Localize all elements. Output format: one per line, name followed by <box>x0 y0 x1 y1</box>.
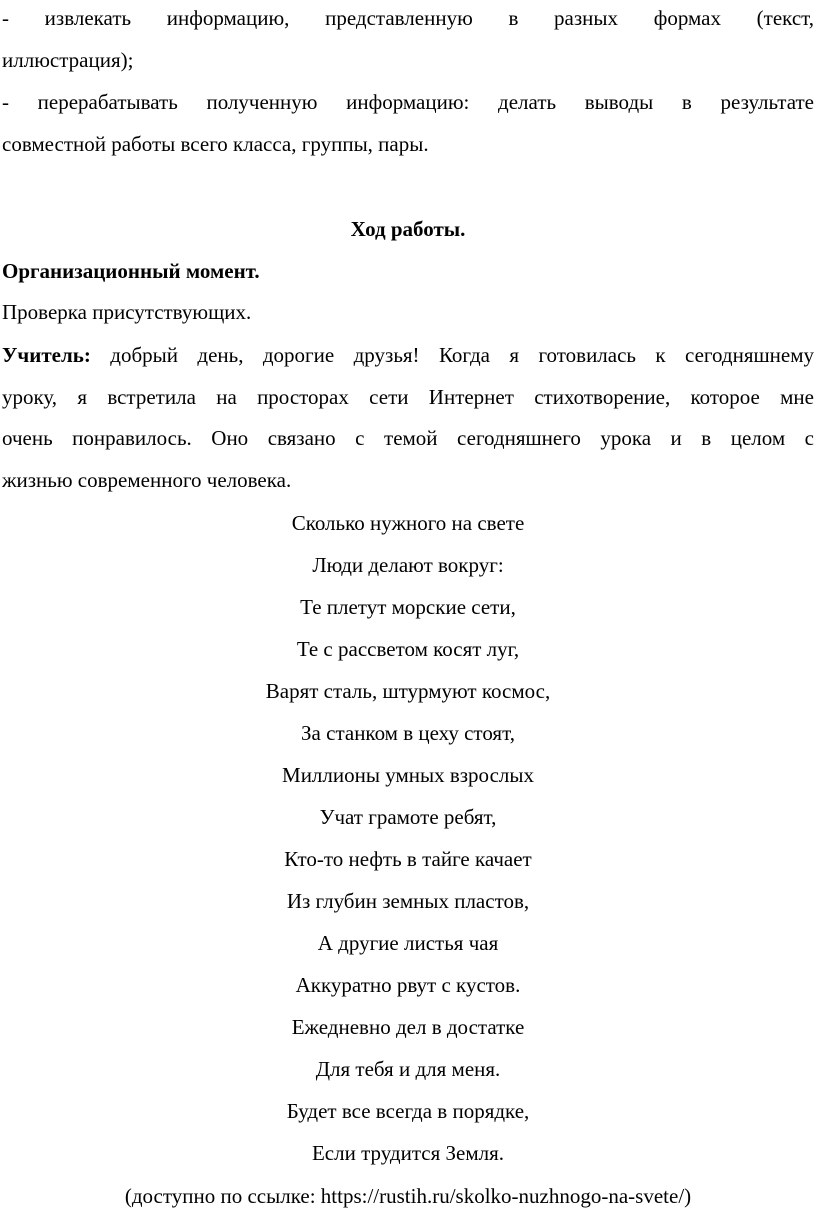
poem-line: Варят сталь, штурмуют космос, <box>265 679 551 703</box>
teacher-text: добрый день, дорогие друзья! Когда я готовилась к сегодняшнему <box>90 343 814 367</box>
poem-line: Если трудится Земля. <box>311 1141 505 1165</box>
teacher-paragraph-line: очень понравилось. Оно связано с темой сегодняшнего урока и в целом с <box>2 426 814 450</box>
objective-line: совместной работы всего класса, группы, пары. <box>2 132 429 156</box>
objective-line: - извлекать информацию, представленную в разных формах (текст, <box>2 6 814 30</box>
poem-line: Будет все всегда в порядке, <box>286 1099 530 1123</box>
poem-line: Те с рассветом косят луг, <box>296 637 520 661</box>
poem-line: Ежедневно дел в достатке <box>291 1015 525 1039</box>
poem-line: Учат грамоте ребят, <box>319 805 497 829</box>
poem-line: А другие листья чая <box>317 931 499 955</box>
source-link-note: (доступно по ссылке: https://rustih.ru/skolko-nuzhnogo-na-svete/) <box>124 1184 692 1208</box>
teacher-paragraph-line: жизнью современного человека. <box>2 468 292 492</box>
section-title: Ход работы. <box>350 217 466 241</box>
poem-line: За станком в цеху стоят, <box>301 721 515 745</box>
poem-line: Люди делают вокруг: <box>312 553 504 577</box>
objective-line: - перерабатывать полученную информацию: делать выводы в результате <box>2 90 814 114</box>
objective-line: иллюстрация); <box>2 48 134 72</box>
poem-line: Миллионы умных взрослых <box>282 763 534 787</box>
poem-line: Те плетут морские сети, <box>300 595 516 619</box>
poem-line: Для тебя и для меня. <box>315 1057 501 1081</box>
teacher-label: Учитель: <box>2 343 91 367</box>
org-moment-text: Проверка присутствующих. <box>2 300 252 324</box>
poem-line: Кто-то нефть в тайге качает <box>284 847 532 871</box>
teacher-paragraph-line: уроку, я встретила на просторах сети Интернет стихотворение, которое мне <box>2 385 814 409</box>
poem-line: Аккуратно рвут с кустов. <box>295 973 521 997</box>
teacher-paragraph-line <box>2 342 814 368</box>
org-moment-heading: Организационный момент. <box>2 259 260 283</box>
poem-line: Сколько нужного на свете <box>291 511 525 535</box>
poem-line: Из глубин земных пластов, <box>286 889 530 913</box>
